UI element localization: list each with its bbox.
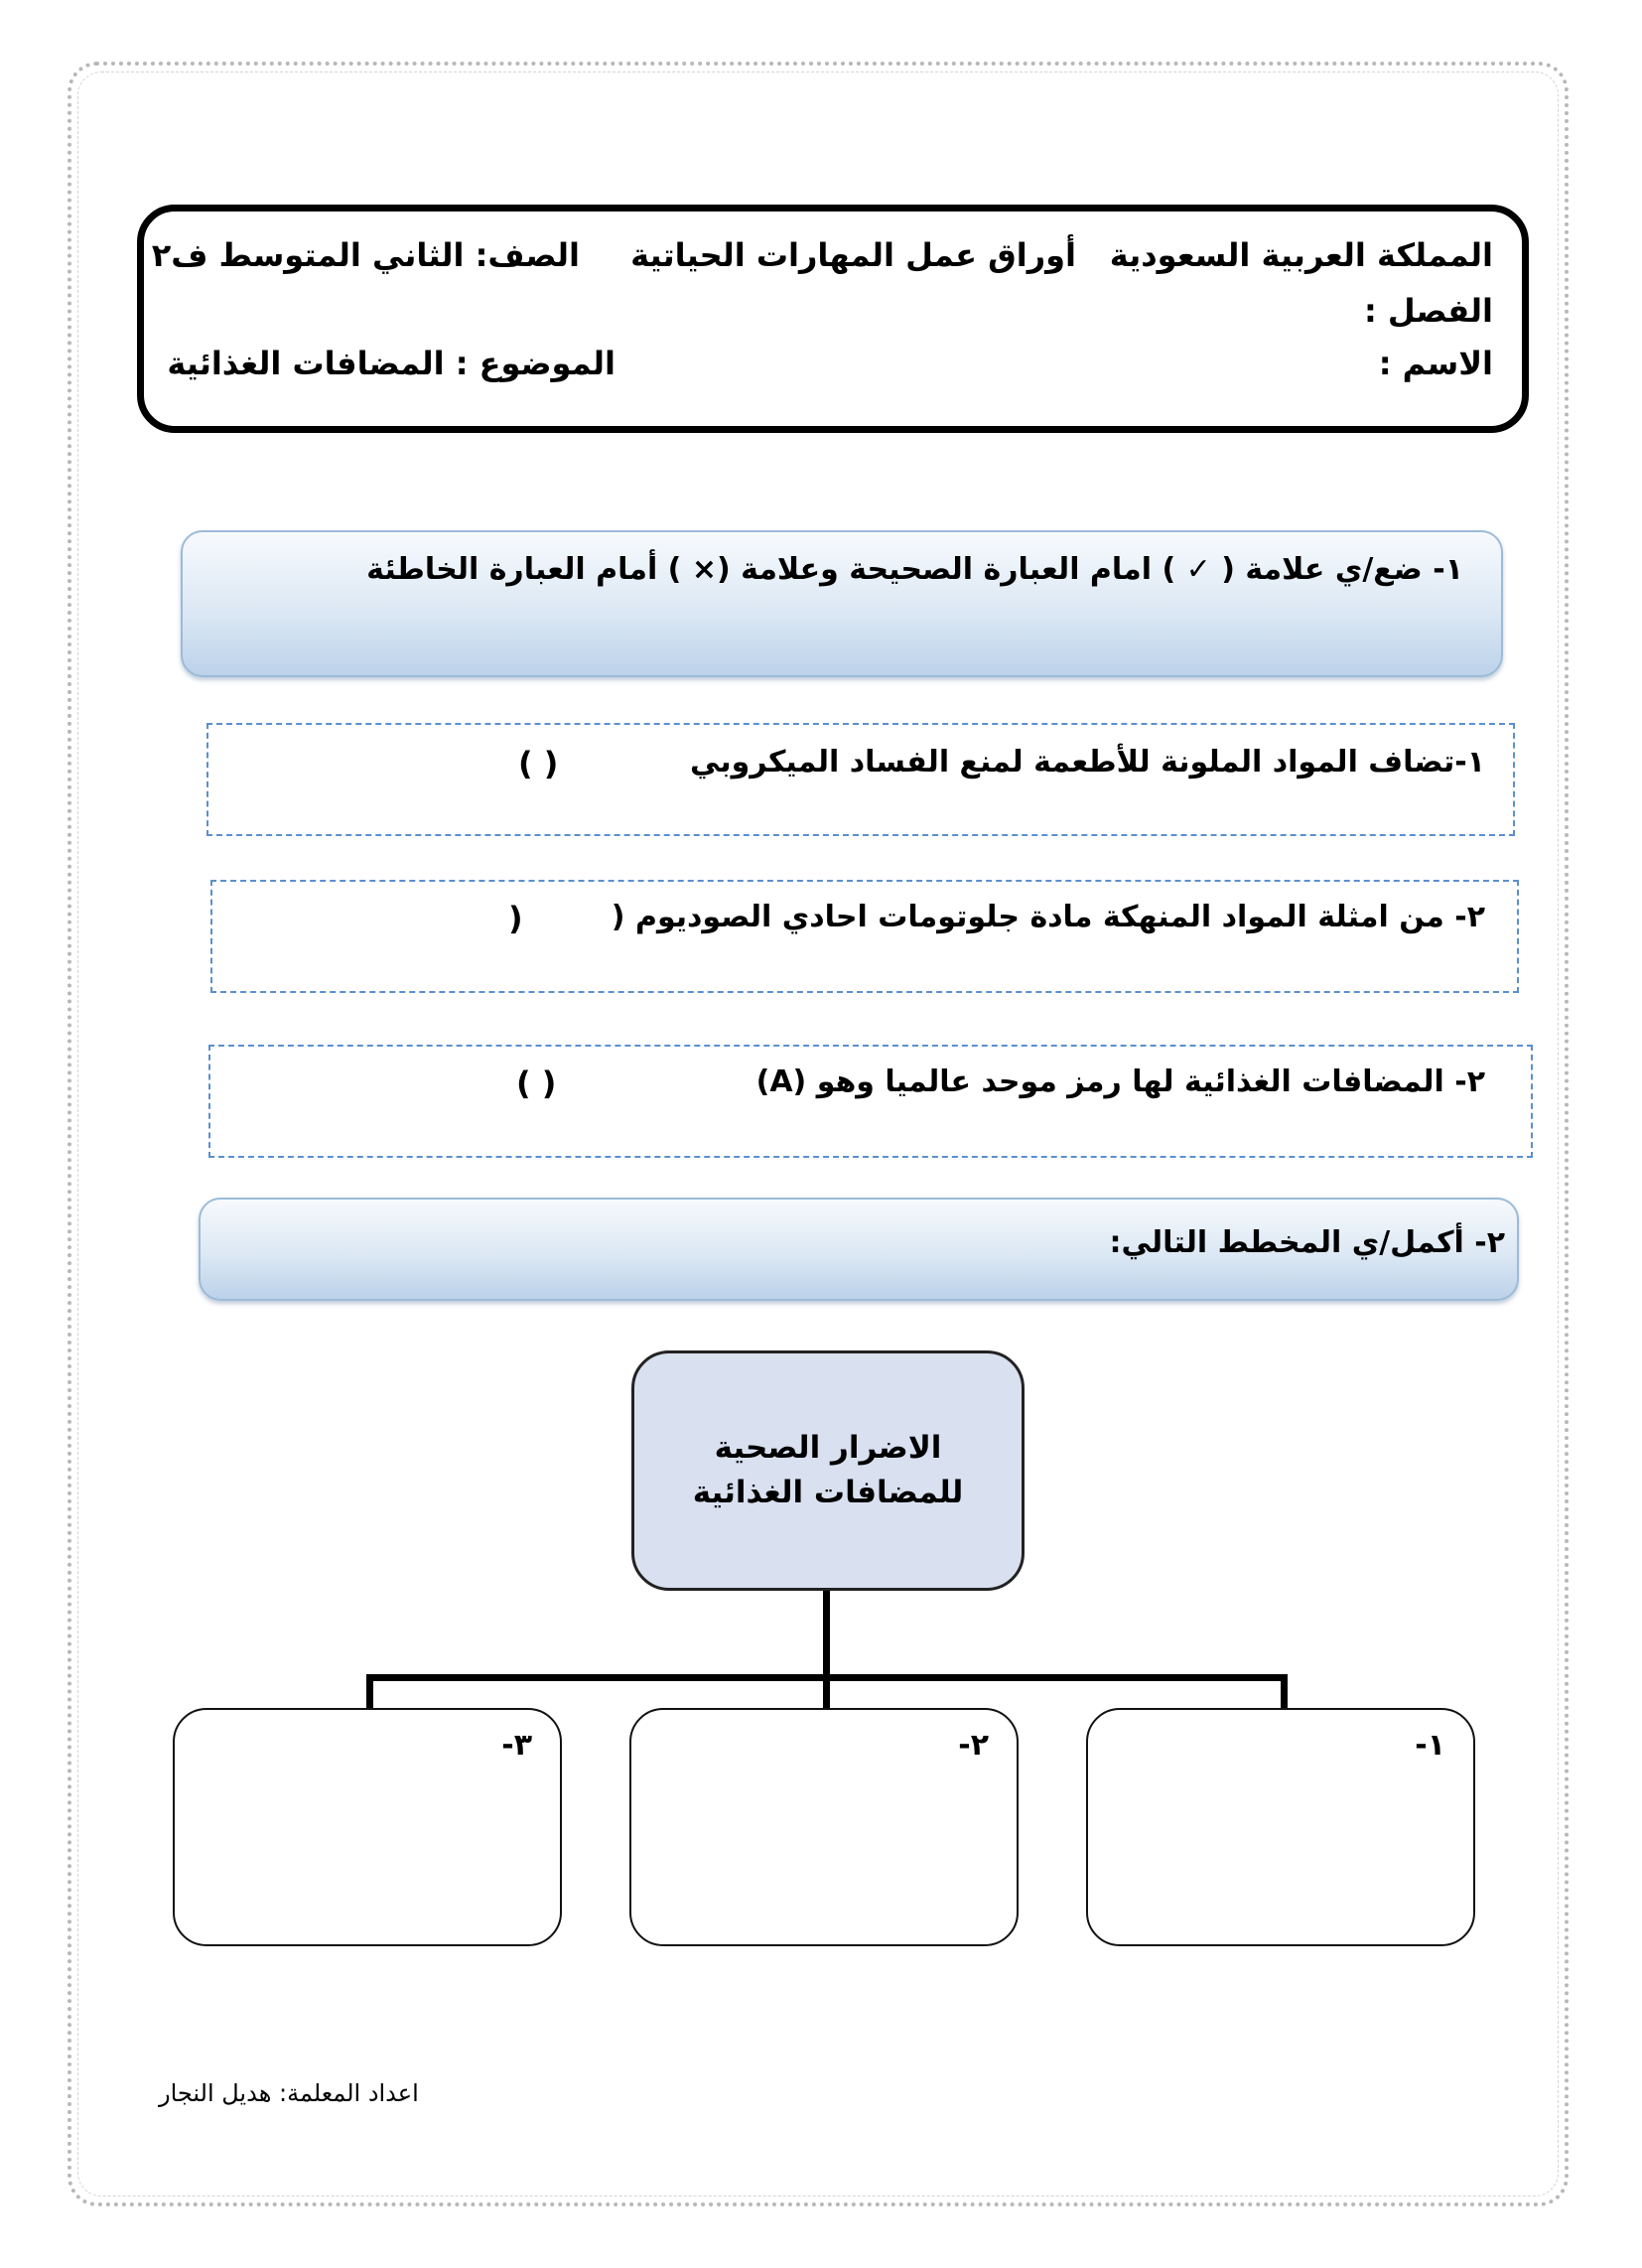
diagram-leaf-3[interactable] — [173, 1708, 562, 1946]
footer-prepared-by: اعداد المعلمة: هديل النجار — [159, 2079, 419, 2107]
diagram-connector-left — [366, 1674, 373, 1710]
question-2-answer-blank[interactable]: ) — [508, 900, 523, 937]
question-box-3 — [208, 1045, 1533, 1158]
header-country: المملكة العربية السعودية — [1109, 236, 1493, 274]
diagram-root-node — [631, 1350, 1025, 1591]
section2-instruction: ٢- أكمل/ي المخطط التالي: — [1109, 1225, 1505, 1260]
header-class-label: الفصل : — [1363, 292, 1493, 330]
header-worksheet-title: أوراق عمل المهارات الحياتية — [630, 236, 1076, 274]
diagram-leaf-1-label: ١- — [1415, 1728, 1445, 1763]
question-3-answer-blank[interactable]: ( ) — [516, 1064, 557, 1102]
header-grade: الصف: الثاني المتوسط ف٢ — [151, 236, 580, 274]
diagram-leaf-1[interactable] — [1086, 1708, 1475, 1946]
diagram-root-line1: الاضرار الصحية — [714, 1430, 942, 1467]
diagram-connector-right — [1281, 1674, 1288, 1710]
question-3-text: ٢- المضافات الغذائية لها رمز موحد عالميا وهو (A) — [755, 1064, 1485, 1099]
diagram-leaf-2[interactable] — [629, 1708, 1019, 1946]
diagram-leaf-2-label: ٢- — [958, 1728, 989, 1763]
diagram-root-line2: للمضافات الغذائية — [692, 1475, 964, 1510]
question-box-1 — [206, 723, 1515, 836]
question-1-text: ١-تضاف المواد الملونة للأطعمة لمنع الفساد الميكروبي — [690, 745, 1485, 780]
question-1-answer-blank[interactable]: ( ) — [518, 745, 559, 782]
header-name-label: الاسم : — [1378, 345, 1493, 382]
question-box-2 — [210, 880, 1519, 993]
question-2-text: ٢- من امثلة المواد المنهكة مادة جلوتومات احادي الصوديوم ( — [611, 900, 1485, 934]
diagram-connector-middle — [823, 1674, 830, 1710]
header-topic: الموضوع : المضافات الغذائية — [167, 345, 616, 382]
diagram-connector-vertical — [823, 1591, 830, 1676]
section1-instruction: ١- ضع/ي علامة ( ✓ ) امام العبارة الصحيحة وعلامة (× ) أمام العبارة الخاطئة — [366, 552, 1463, 587]
diagram-leaf-3-label: ٣- — [501, 1728, 532, 1763]
